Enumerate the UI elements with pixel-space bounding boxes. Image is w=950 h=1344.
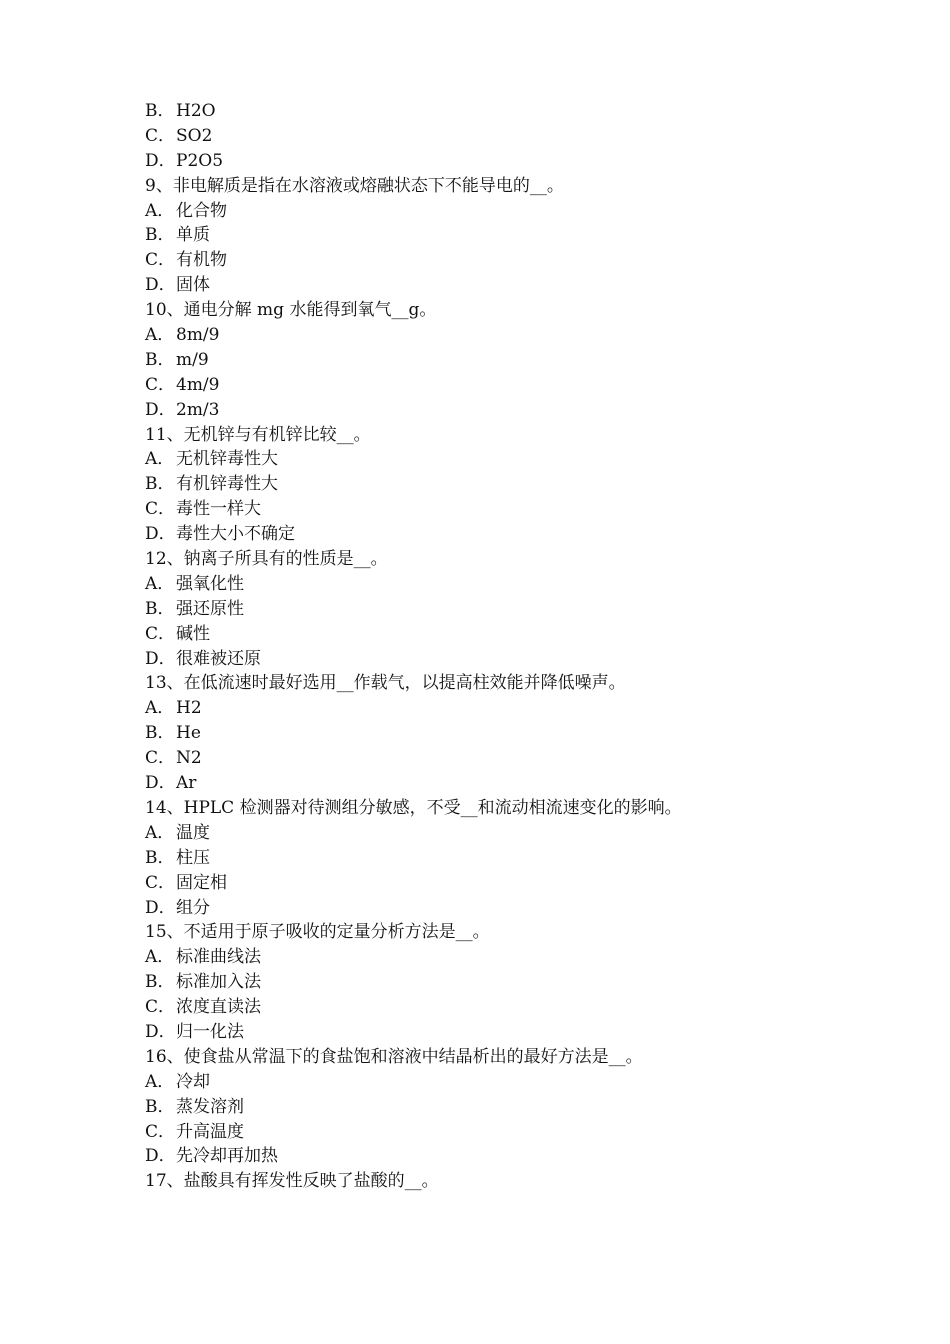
option-letter: D． [145, 275, 176, 296]
option-text: 强氧化性 [176, 573, 244, 594]
question-stem: 9、非电解质是指在水溶液或熔融状态下不能导电的__。 [145, 175, 564, 196]
option-text: 固体 [176, 275, 210, 296]
answer-option [145, 522, 845, 547]
option-text: 2m/3 [176, 399, 220, 420]
answer-option [145, 199, 845, 224]
option-text: 有机锌毒性大 [176, 474, 278, 495]
option-text: 毒性大小不确定 [176, 524, 295, 545]
option-letter: C． [145, 997, 176, 1018]
option-text: 8m/9 [176, 325, 220, 346]
option-letter: C． [145, 499, 176, 520]
option-text: 有机物 [176, 250, 227, 271]
answer-option [145, 447, 845, 472]
question-stem: 11、无机锌与有机锌比较__。 [145, 424, 371, 445]
question-stem: 16、使食盐从常温下的食盐饱和溶液中结晶析出的最好方法是__。 [145, 1046, 643, 1067]
answer-option [145, 497, 845, 522]
answer-option [145, 647, 845, 672]
option-text: 无机锌毒性大 [176, 449, 278, 470]
answer-option [145, 149, 845, 174]
option-text: H2O [176, 101, 216, 121]
option-text: 蒸发溶剂 [176, 1096, 244, 1117]
answer-option [145, 1095, 845, 1120]
answer-option [145, 273, 845, 298]
option-letter: C． [145, 748, 176, 769]
answer-option [145, 248, 845, 273]
answer-option [145, 323, 845, 348]
option-letter: B． [145, 1096, 175, 1117]
answer-option [145, 871, 845, 896]
option-letter: B． [145, 349, 175, 370]
document-body [145, 99, 845, 1194]
option-letter: D． [145, 1146, 176, 1167]
option-text: H2 [176, 698, 202, 719]
option-letter: D． [145, 399, 176, 420]
option-text: 很难被还原 [176, 648, 261, 669]
answer-option [145, 970, 845, 995]
option-text: 固定相 [176, 872, 227, 893]
option-letter: A． [145, 698, 175, 719]
option-text: 归一化法 [176, 1021, 244, 1042]
option-text: 先冷却再加热 [176, 1146, 278, 1167]
option-letter: D． [145, 150, 176, 171]
question-stem: 12、钠离子所具有的性质是__。 [145, 549, 388, 570]
answer-option [145, 721, 845, 746]
option-text: SO2 [176, 125, 213, 146]
answer-option [145, 995, 845, 1020]
answer-option [145, 1070, 845, 1095]
option-text: P2O5 [176, 150, 224, 171]
option-text: Ar [176, 773, 197, 794]
answer-option [145, 223, 845, 248]
option-text: 柱压 [176, 847, 210, 868]
option-letter: D． [145, 648, 176, 669]
question-stem: 14、HPLC 检测器对待测组分敏感，不受__和流动相流速变化的影响。 [145, 797, 682, 818]
option-text: 碱性 [176, 623, 210, 644]
answer-option [145, 1020, 845, 1045]
answer-option [145, 472, 845, 497]
question-stem: 15、不适用于原子吸收的定量分析方法是__。 [145, 922, 490, 943]
option-text: 化合物 [176, 200, 227, 221]
question-stem: 10、通电分解 mg 水能得到氧气__g。 [145, 300, 437, 321]
answer-option [145, 398, 845, 423]
answer-option [145, 1120, 845, 1145]
option-text: 强还原性 [176, 598, 244, 619]
answer-option [145, 821, 845, 846]
answer-option [145, 1144, 845, 1169]
option-text: 温度 [176, 822, 210, 843]
option-letter: A． [145, 1071, 175, 1092]
answer-option [145, 746, 845, 771]
answer-option [145, 597, 845, 622]
answer-option [145, 896, 845, 921]
option-letter: D． [145, 773, 176, 794]
question-stem: 13、在低流速时最好选用__作载气，以提高柱效能并降低噪声。 [145, 673, 626, 694]
answer-option [145, 622, 845, 647]
option-letter: B． [145, 723, 175, 744]
answer-option [145, 572, 845, 597]
answer-option [145, 771, 845, 796]
option-text: 4m/9 [176, 374, 220, 395]
answer-option [145, 373, 845, 398]
answer-option [145, 99, 845, 124]
option-text: m/9 [176, 349, 209, 370]
option-letter: C． [145, 872, 176, 893]
option-letter: B． [145, 847, 175, 868]
answer-option [145, 124, 845, 149]
option-letter: C． [145, 623, 176, 644]
option-text: 标准加入法 [176, 972, 261, 993]
option-letter: C． [145, 1121, 176, 1142]
option-text: 冷却 [176, 1071, 210, 1092]
option-text: 单质 [176, 225, 210, 246]
option-letter: B． [145, 225, 175, 246]
option-letter: D． [145, 897, 176, 918]
option-letter: B． [145, 101, 175, 121]
option-letter: A． [145, 822, 175, 843]
question-stem: 17、盐酸具有挥发性反映了盐酸的__。 [145, 1171, 439, 1192]
option-letter: A． [145, 325, 175, 346]
answer-option [145, 348, 845, 373]
option-letter: B． [145, 972, 175, 993]
option-letter: B． [145, 598, 175, 619]
option-text: 升高温度 [176, 1121, 244, 1142]
option-letter: C． [145, 374, 176, 395]
option-text: 标准曲线法 [176, 947, 261, 968]
option-letter: B． [145, 474, 175, 495]
option-letter: A． [145, 200, 175, 221]
answer-option [145, 945, 845, 970]
option-letter: A． [145, 449, 175, 470]
answer-option [145, 696, 845, 721]
option-letter: C． [145, 250, 176, 271]
option-text: He [176, 723, 201, 744]
option-text: 组分 [176, 897, 210, 918]
option-letter: A． [145, 573, 175, 594]
option-text: 浓度直读法 [176, 997, 261, 1018]
option-text: 毒性一样大 [176, 499, 261, 520]
option-letter: D． [145, 1021, 176, 1042]
option-letter: D． [145, 524, 176, 545]
option-text: N2 [176, 748, 202, 769]
option-letter: A． [145, 947, 175, 968]
answer-option [145, 846, 845, 871]
option-letter: C． [145, 125, 176, 146]
